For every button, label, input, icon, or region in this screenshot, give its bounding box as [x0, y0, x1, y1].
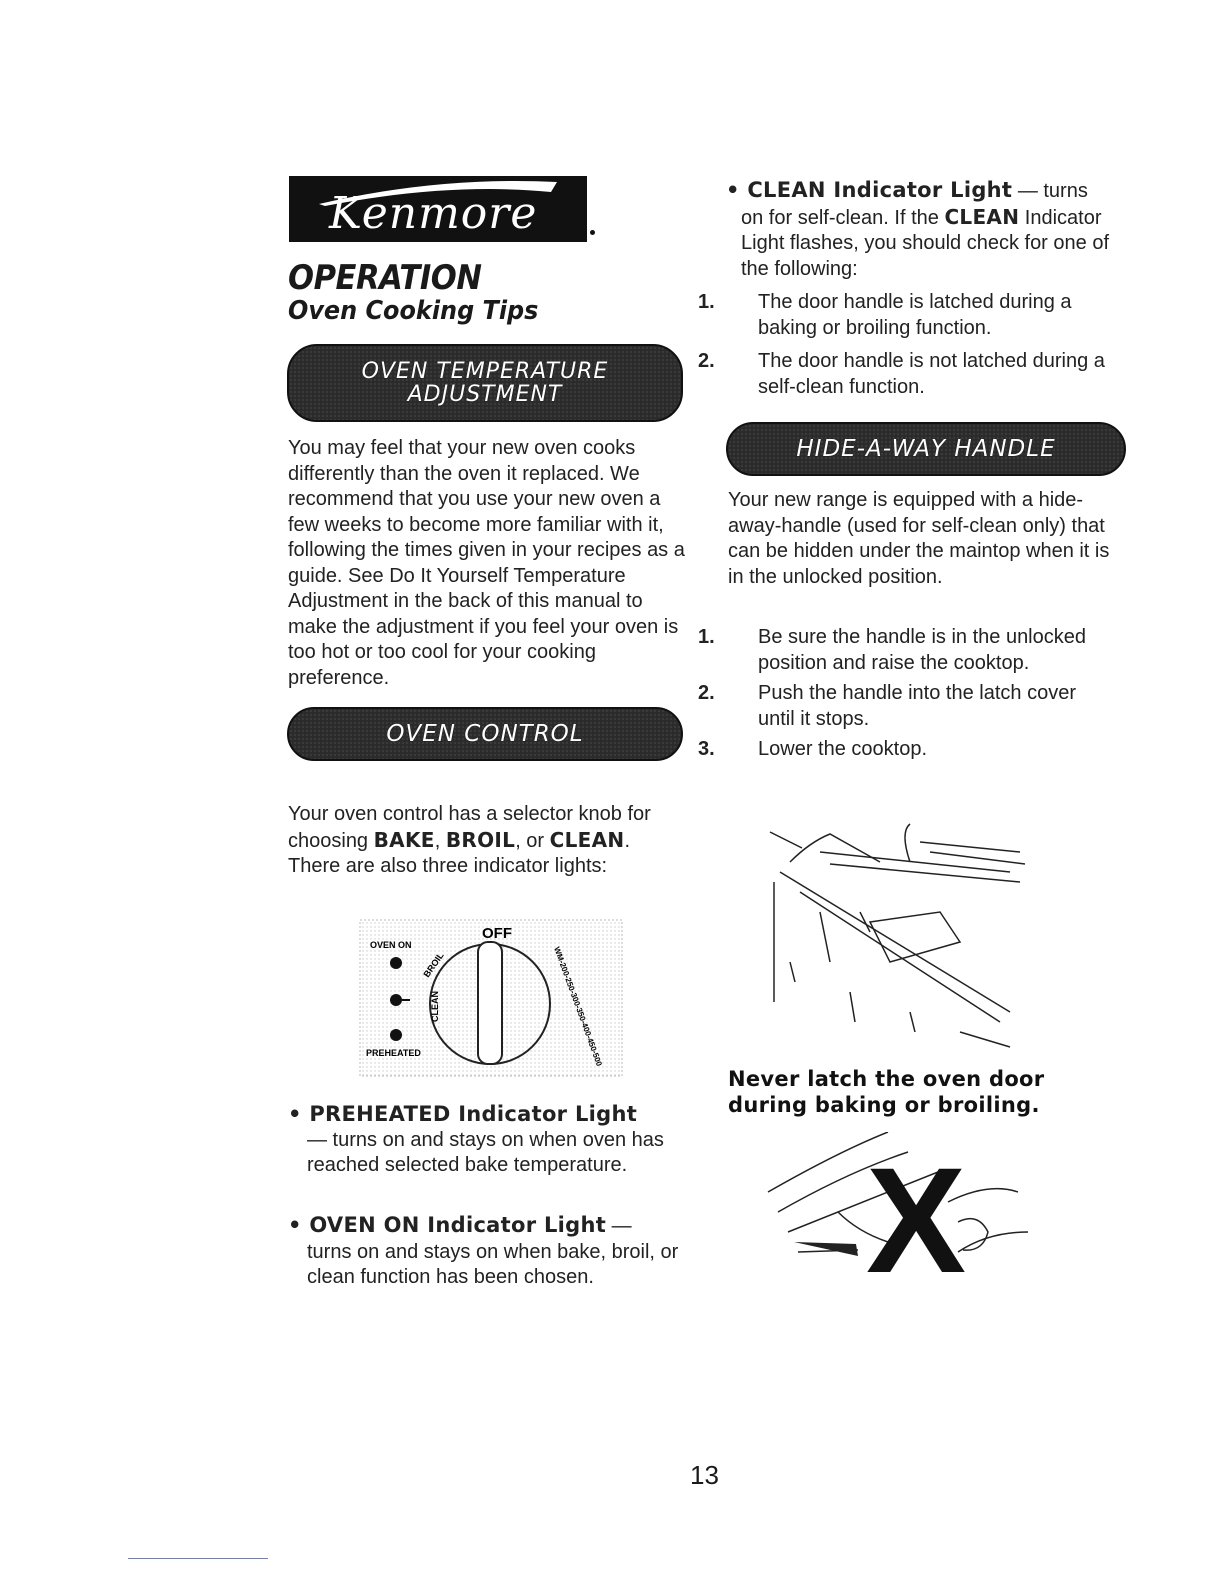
broil-label: BROIL: [445, 827, 516, 852]
list-item: [698, 737, 1118, 763]
section-subtitle: Oven Cooking Tips: [288, 296, 539, 326]
dial-preheated-label: PREHEATED: [366, 1048, 421, 1058]
list-item: [698, 625, 1118, 676]
clean-light-icon: [390, 994, 402, 1006]
preheated-bullet: [288, 1102, 686, 1179]
temperature-paragraph: You may feel that your new oven cooks differently than the oven it replaced. We recommend that you use your new oven a few weeks to become more familiar with it, following the times given in your recipes as a guide. See Do It Yourself Temperature Adjustment in the back of this manual to make the adjustment if you feel your oven is too hot or too cool for your cooking preference.: [288, 437, 685, 689]
dash: —: [606, 1215, 632, 1237]
clean-label: CLEAN: [944, 204, 1020, 229]
para-text: ,: [434, 829, 446, 852]
banner-hide-a-way-handle: [726, 422, 1126, 476]
dial-oven-on-label: OVEN ON: [370, 940, 412, 950]
dash: — turns: [1012, 180, 1088, 202]
clean-bullet-text: on for self-clean. If the: [741, 206, 945, 229]
list-text: Be sure the handle is in the unlocked position and raise the cooktop.: [758, 626, 1086, 674]
banner-oven-temperature-adjustment: [287, 344, 683, 422]
clean-bullet-text: Indicator Light flashes, you should check for one of the following:: [741, 206, 1110, 280]
list-text: The door handle is latched during a baking or broiling function.: [758, 291, 1072, 339]
oven-on-light-icon: [390, 957, 402, 969]
preheated-bullet-text: — turns on and stays on when oven has reached selected bake temperature.: [307, 1128, 664, 1176]
para-text: , or: [515, 829, 550, 852]
clean-check-list: [698, 290, 1118, 400]
banner-oven-control: [287, 707, 683, 761]
oven-control-dial-illustration: [358, 918, 626, 1080]
list-number: 2.: [698, 682, 715, 704]
page-number: 13: [690, 1460, 719, 1490]
kenmore-logo: [289, 176, 587, 242]
clean-bullet: [726, 178, 1116, 282]
clean-bullet-label: • CLEAN Indicator Light: [726, 178, 1013, 202]
hide-a-way-paragraph: Your new range is equipped with a hide-away-handle (used for self-clean only) that can be hidden under the maintop when it is in the unlocked position.: [728, 489, 1110, 588]
dial-clean-label: CLEAN: [430, 991, 440, 1022]
dial-broil-label: BROIL: [421, 950, 446, 980]
oven-on-bullet-text: turns on and stays on when bake, broil, or clean function has been chosen.: [307, 1240, 679, 1288]
dial-temperature-scale: WM-200-250-300-350-400-450-500: [552, 945, 604, 1068]
oven-on-bullet: [288, 1213, 686, 1291]
list-text: Lower the cooktop.: [758, 738, 927, 760]
para-text: Your oven control has a selector knob for choosing: [288, 803, 651, 852]
section-title: OPERATION: [288, 258, 482, 298]
bake-label: BAKE: [373, 827, 435, 852]
list-number: 1.: [698, 626, 715, 648]
banner-oven-control-text: OVEN CONTROL: [386, 720, 584, 747]
hide-a-way-handle-illustration: [760, 812, 1030, 1052]
list-number: 3.: [698, 738, 715, 760]
do-not-latch-illustration: [758, 1132, 1048, 1280]
x-mark-icon: X: [866, 1136, 967, 1280]
banner-line-2: ADJUSTMENT: [407, 382, 563, 407]
banner-line-1: OVEN TEMPERATURE: [361, 358, 609, 384]
banner-hide-a-way-handle-text: HIDE-A-WAY HANDLE: [796, 435, 1056, 462]
brand-name: Kenmore: [329, 188, 538, 239]
oven-control-paragraph: [288, 802, 686, 880]
para-text: . There are also three indicator lights:: [288, 829, 631, 877]
footer-divider: [128, 1558, 268, 1559]
warning-text: Never latch the oven door during baking or broiling.: [728, 1067, 1045, 1117]
dial-off-label: OFF: [482, 925, 512, 942]
list-item: [698, 290, 1118, 341]
list-text: The door handle is not latched during a self-clean function.: [758, 350, 1105, 398]
clean-label: CLEAN: [549, 827, 625, 852]
list-number: 2.: [698, 350, 715, 372]
logo-registered-dot: [590, 230, 595, 235]
list-item: [698, 681, 1118, 732]
hide-a-way-steps: [698, 625, 1118, 763]
list-number: 1.: [698, 291, 715, 313]
list-item: [698, 349, 1118, 400]
oven-on-bullet-label: • OVEN ON Indicator Light: [288, 1213, 607, 1237]
list-text: Push the handle into the latch cover until it stops.: [758, 682, 1076, 730]
preheated-light-icon: [390, 1029, 402, 1041]
preheated-bullet-label: • PREHEATED Indicator Light: [288, 1102, 638, 1126]
